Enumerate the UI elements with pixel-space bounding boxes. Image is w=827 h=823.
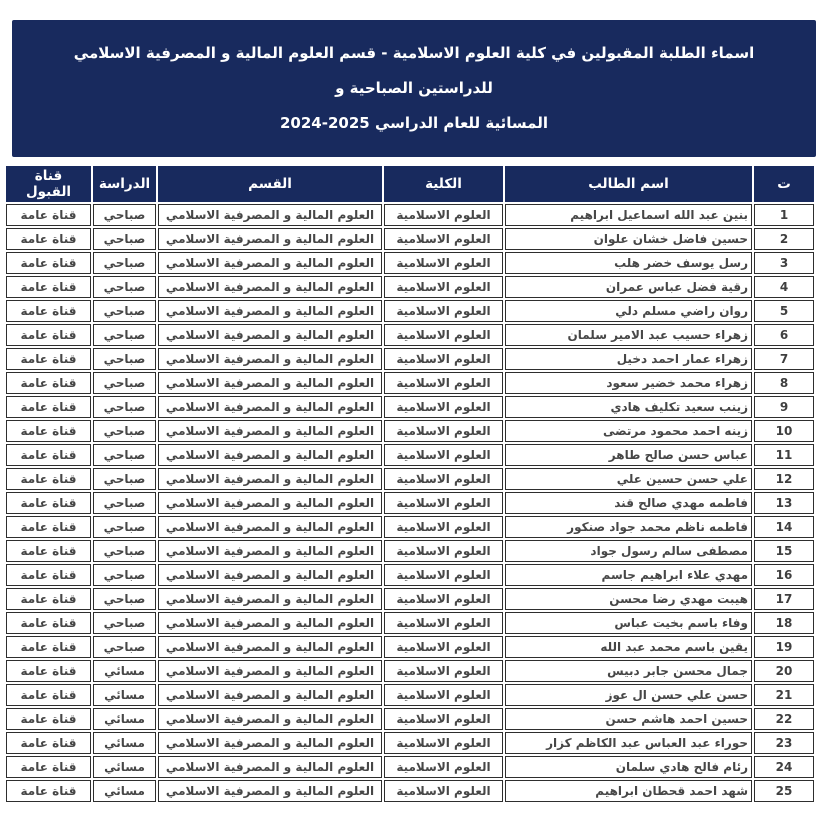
- cell-channel: قناة عامة: [6, 252, 91, 274]
- cell-channel: قناة عامة: [6, 492, 91, 514]
- cell-department: العلوم المالية و المصرفية الاسلامي: [158, 588, 382, 610]
- cell-college: العلوم الاسلامية: [384, 780, 503, 802]
- table-header: [6, 166, 814, 202]
- cell-department: العلوم المالية و المصرفية الاسلامي: [158, 396, 382, 418]
- cell-college: العلوم الاسلامية: [384, 468, 503, 490]
- cell-college: العلوم الاسلامية: [384, 564, 503, 586]
- cell-department: العلوم المالية و المصرفية الاسلامي: [158, 372, 382, 394]
- cell-college: العلوم الاسلامية: [384, 732, 503, 754]
- cell-channel: قناة عامة: [6, 228, 91, 250]
- cell-channel: قناة عامة: [6, 708, 91, 730]
- table-row: [6, 324, 814, 346]
- header-row: [6, 166, 814, 202]
- cell-study: صباحي: [93, 276, 156, 298]
- cell-name: وفاء باسم بخيت عباس: [505, 612, 752, 634]
- cell-study: صباحي: [93, 228, 156, 250]
- cell-index: 11: [754, 444, 814, 466]
- cell-department: العلوم المالية و المصرفية الاسلامي: [158, 684, 382, 706]
- table-row: [6, 396, 814, 418]
- cell-department: العلوم المالية و المصرفية الاسلامي: [158, 252, 382, 274]
- cell-channel: قناة عامة: [6, 372, 91, 394]
- cell-college: العلوم الاسلامية: [384, 756, 503, 778]
- cell-index: 6: [754, 324, 814, 346]
- cell-college: العلوم الاسلامية: [384, 516, 503, 538]
- table-row: [6, 444, 814, 466]
- cell-college: العلوم الاسلامية: [384, 348, 503, 370]
- cell-college: العلوم الاسلامية: [384, 252, 503, 274]
- cell-college: العلوم الاسلامية: [384, 492, 503, 514]
- cell-study: مسائي: [93, 708, 156, 730]
- cell-study: مسائي: [93, 684, 156, 706]
- table-row: [6, 756, 814, 778]
- cell-channel: قناة عامة: [6, 204, 91, 226]
- cell-college: العلوم الاسلامية: [384, 228, 503, 250]
- cell-study: صباحي: [93, 636, 156, 658]
- cell-college: العلوم الاسلامية: [384, 204, 503, 226]
- cell-index: 25: [754, 780, 814, 802]
- cell-department: العلوم المالية و المصرفية الاسلامي: [158, 228, 382, 250]
- cell-channel: قناة عامة: [6, 324, 91, 346]
- cell-index: 4: [754, 276, 814, 298]
- cell-study: صباحي: [93, 420, 156, 442]
- title-banner: [12, 20, 816, 157]
- cell-department: العلوم المالية و المصرفية الاسلامي: [158, 444, 382, 466]
- title-line-1: اسماء الطلبة المقبولين في كلية العلوم الاسلامية - قسم العلوم المالية و المصرفية الاسلامي للدراستين الصباحية و: [73, 44, 755, 97]
- cell-channel: قناة عامة: [6, 468, 91, 490]
- table-row: [6, 612, 814, 634]
- cell-department: العلوم المالية و المصرفية الاسلامي: [158, 756, 382, 778]
- cell-channel: قناة عامة: [6, 780, 91, 802]
- table-row: [6, 780, 814, 802]
- table-row: [6, 492, 814, 514]
- table-row: [6, 564, 814, 586]
- cell-channel: قناة عامة: [6, 732, 91, 754]
- cell-name: عباس حسن صالح طاهر: [505, 444, 752, 466]
- cell-name: فاطمه مهدي صالح قند: [505, 492, 752, 514]
- cell-index: 5: [754, 300, 814, 322]
- cell-department: العلوم المالية و المصرفية الاسلامي: [158, 492, 382, 514]
- table-row: [6, 276, 814, 298]
- cell-name: زينب سعيد تكليف هادي: [505, 396, 752, 418]
- cell-name: علي حسن حسين علي: [505, 468, 752, 490]
- cell-college: العلوم الاسلامية: [384, 396, 503, 418]
- table-row: [6, 660, 814, 682]
- cell-study: صباحي: [93, 516, 156, 538]
- cell-college: العلوم الاسلامية: [384, 372, 503, 394]
- header-channel: قناة القبول: [6, 166, 91, 202]
- cell-name: حسين فاضل خشان علوان: [505, 228, 752, 250]
- cell-department: العلوم المالية و المصرفية الاسلامي: [158, 780, 382, 802]
- cell-department: العلوم المالية و المصرفية الاسلامي: [158, 468, 382, 490]
- table-row: [6, 420, 814, 442]
- cell-index: 24: [754, 756, 814, 778]
- cell-name: روان راضي مسلم دلي: [505, 300, 752, 322]
- cell-college: العلوم الاسلامية: [384, 324, 503, 346]
- table-row: [6, 372, 814, 394]
- cell-index: 14: [754, 516, 814, 538]
- cell-department: العلوم المالية و المصرفية الاسلامي: [158, 636, 382, 658]
- cell-college: العلوم الاسلامية: [384, 300, 503, 322]
- cell-study: صباحي: [93, 468, 156, 490]
- cell-college: العلوم الاسلامية: [384, 444, 503, 466]
- cell-index: 17: [754, 588, 814, 610]
- cell-department: العلوم المالية و المصرفية الاسلامي: [158, 516, 382, 538]
- cell-study: صباحي: [93, 300, 156, 322]
- cell-name: مهدي علاء ابراهيم جاسم: [505, 564, 752, 586]
- cell-department: العلوم المالية و المصرفية الاسلامي: [158, 276, 382, 298]
- cell-index: 22: [754, 708, 814, 730]
- cell-name: حوراء عبد العباس عبد الكاظم كزار: [505, 732, 752, 754]
- table-row: [6, 636, 814, 658]
- cell-college: العلوم الاسلامية: [384, 708, 503, 730]
- cell-channel: قناة عامة: [6, 444, 91, 466]
- cell-name: زهراء محمد خضير سعود: [505, 372, 752, 394]
- cell-channel: قناة عامة: [6, 564, 91, 586]
- table-row: [6, 468, 814, 490]
- cell-college: العلوم الاسلامية: [384, 540, 503, 562]
- cell-channel: قناة عامة: [6, 756, 91, 778]
- table-row: [6, 708, 814, 730]
- table-row: [6, 516, 814, 538]
- cell-index: 18: [754, 612, 814, 634]
- cell-name: زهراء عمار احمد دخيل: [505, 348, 752, 370]
- cell-study: مسائي: [93, 780, 156, 802]
- cell-index: 1: [754, 204, 814, 226]
- cell-study: صباحي: [93, 540, 156, 562]
- cell-study: صباحي: [93, 612, 156, 634]
- cell-study: صباحي: [93, 324, 156, 346]
- cell-department: العلوم المالية و المصرفية الاسلامي: [158, 420, 382, 442]
- cell-name: حسن علي حسن ال عوز: [505, 684, 752, 706]
- cell-channel: قناة عامة: [6, 516, 91, 538]
- cell-index: 21: [754, 684, 814, 706]
- header-college: الكلية: [384, 166, 503, 202]
- table-row: [6, 252, 814, 274]
- cell-index: 8: [754, 372, 814, 394]
- cell-index: 23: [754, 732, 814, 754]
- cell-channel: قناة عامة: [6, 588, 91, 610]
- cell-study: صباحي: [93, 204, 156, 226]
- cell-index: 10: [754, 420, 814, 442]
- cell-name: رقية فضل عباس عمران: [505, 276, 752, 298]
- cell-index: 15: [754, 540, 814, 562]
- cell-study: صباحي: [93, 492, 156, 514]
- cell-study: صباحي: [93, 444, 156, 466]
- cell-department: العلوم المالية و المصرفية الاسلامي: [158, 708, 382, 730]
- cell-department: العلوم المالية و المصرفية الاسلامي: [158, 660, 382, 682]
- cell-college: العلوم الاسلامية: [384, 420, 503, 442]
- cell-name: زينه احمد محمود مرتضى: [505, 420, 752, 442]
- table-row: [6, 348, 814, 370]
- cell-study: مسائي: [93, 756, 156, 778]
- cell-study: مسائي: [93, 660, 156, 682]
- cell-department: العلوم المالية و المصرفية الاسلامي: [158, 204, 382, 226]
- cell-name: رسل يوسف خضر هلب: [505, 252, 752, 274]
- cell-department: العلوم المالية و المصرفية الاسلامي: [158, 732, 382, 754]
- header-study: الدراسة: [93, 166, 156, 202]
- cell-channel: قناة عامة: [6, 300, 91, 322]
- cell-name: حسين احمد هاشم حسن: [505, 708, 752, 730]
- cell-name: زهراء حسيب عبد الامير سلمان: [505, 324, 752, 346]
- cell-index: 12: [754, 468, 814, 490]
- header-name: اسم الطالب: [505, 166, 752, 202]
- cell-department: العلوم المالية و المصرفية الاسلامي: [158, 300, 382, 322]
- table-row: [6, 732, 814, 754]
- cell-college: العلوم الاسلامية: [384, 636, 503, 658]
- student-rows: [6, 204, 814, 802]
- cell-channel: قناة عامة: [6, 636, 91, 658]
- cell-name: مصطفى سالم رسول جواد: [505, 540, 752, 562]
- cell-study: صباحي: [93, 372, 156, 394]
- cell-college: العلوم الاسلامية: [384, 612, 503, 634]
- cell-channel: قناة عامة: [6, 276, 91, 298]
- cell-index: 2: [754, 228, 814, 250]
- table-row: [6, 300, 814, 322]
- cell-name: هيبت مهدي رضا محسن: [505, 588, 752, 610]
- cell-channel: قناة عامة: [6, 660, 91, 682]
- cell-index: 3: [754, 252, 814, 274]
- cell-index: 9: [754, 396, 814, 418]
- cell-study: صباحي: [93, 396, 156, 418]
- cell-index: 13: [754, 492, 814, 514]
- cell-study: صباحي: [93, 252, 156, 274]
- cell-college: العلوم الاسلامية: [384, 588, 503, 610]
- cell-name: فاطمه ناظم محمد جواد صنكور: [505, 516, 752, 538]
- header-index: ت: [754, 166, 814, 202]
- cell-department: العلوم المالية و المصرفية الاسلامي: [158, 348, 382, 370]
- table-row: [6, 684, 814, 706]
- table-row: [6, 588, 814, 610]
- cell-index: 19: [754, 636, 814, 658]
- cell-department: العلوم المالية و المصرفية الاسلامي: [158, 324, 382, 346]
- cell-index: 20: [754, 660, 814, 682]
- table-row: [6, 204, 814, 226]
- cell-channel: قناة عامة: [6, 420, 91, 442]
- cell-name: بنين عبد الله اسماعيل ابراهيم: [505, 204, 752, 226]
- cell-college: العلوم الاسلامية: [384, 684, 503, 706]
- cell-department: العلوم المالية و المصرفية الاسلامي: [158, 564, 382, 586]
- cell-index: 7: [754, 348, 814, 370]
- cell-college: العلوم الاسلامية: [384, 276, 503, 298]
- cell-department: العلوم المالية و المصرفية الاسلامي: [158, 540, 382, 562]
- table-row: [6, 228, 814, 250]
- title-line-2: المسائية للعام الدراسي 2025-2024: [280, 114, 548, 132]
- cell-channel: قناة عامة: [6, 540, 91, 562]
- cell-channel: قناة عامة: [6, 612, 91, 634]
- cell-name: جمال محسن جابر دبيس: [505, 660, 752, 682]
- table-row: [6, 540, 814, 562]
- cell-index: 16: [754, 564, 814, 586]
- cell-department: العلوم المالية و المصرفية الاسلامي: [158, 612, 382, 634]
- cell-name: شهد احمد قحطان ابراهيم: [505, 780, 752, 802]
- cell-college: العلوم الاسلامية: [384, 660, 503, 682]
- cell-channel: قناة عامة: [6, 348, 91, 370]
- cell-channel: قناة عامة: [6, 396, 91, 418]
- cell-channel: قناة عامة: [6, 684, 91, 706]
- cell-study: مسائي: [93, 732, 156, 754]
- students-table: [4, 164, 816, 804]
- cell-study: صباحي: [93, 348, 156, 370]
- header-department: القسم: [158, 166, 382, 202]
- cell-study: صباحي: [93, 564, 156, 586]
- cell-study: صباحي: [93, 588, 156, 610]
- cell-name: يقين باسم محمد عبد الله: [505, 636, 752, 658]
- cell-name: رئام فالح هادي سلمان: [505, 756, 752, 778]
